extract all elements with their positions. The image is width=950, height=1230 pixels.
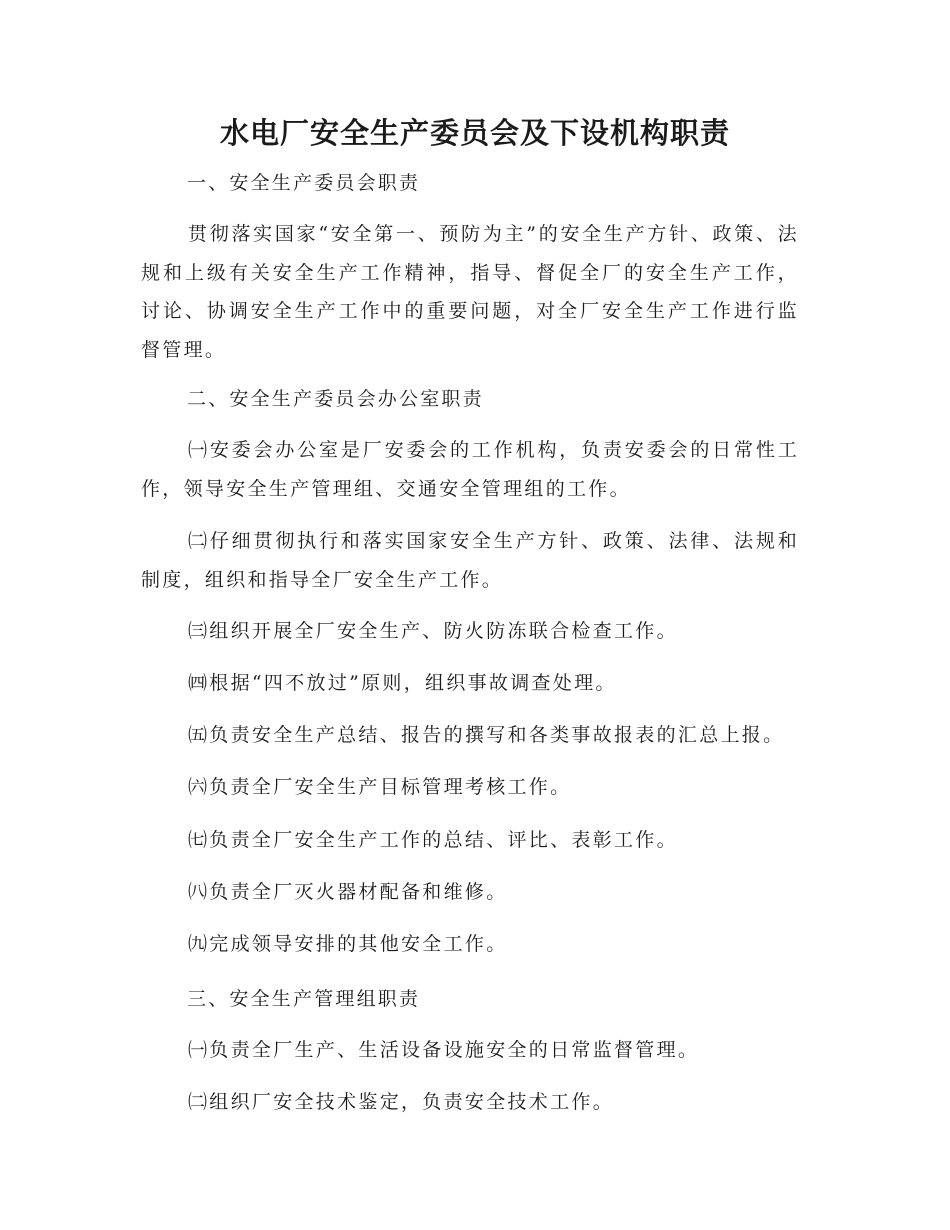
- office-item-7: ㈦负责全厂安全生产工作的总结、评比、表彰工作。: [188, 829, 678, 851]
- management-item-1: ㈠负责全厂生产、生活设备设施安全的日常监督管理。: [188, 1039, 700, 1061]
- office-item-8: ㈧负责全厂灭火器材配备和维修。: [188, 881, 508, 903]
- office-item-5: ㈤负责安全生产总结、报告的撰写和各类事故报表的汇总上报。: [188, 724, 785, 746]
- office-item-4: ㈣根据“四不放过”原则，组织事故调查处理。: [188, 672, 617, 694]
- office-item-6: ㈥负责全厂安全生产目标管理考核工作。: [188, 776, 572, 798]
- section-heading-3: 三、安全生产管理组职责: [187, 988, 421, 1010]
- section-heading-2: 二、安全生产委员会办公室职责: [187, 388, 484, 410]
- document-title: 水电厂安全生产委员会及下设机构职责: [219, 116, 730, 150]
- paragraph-committee-duties: 贯彻落实国家“安全第一、预防为主”的安全生产方针、政策、法规和上级有关安全生产工作精神，指导、督促全厂的安全生产工作，讨论、协调安全生产工作中的重要问题，对全厂安全生产工作进行监督管理。: [141, 223, 799, 361]
- office-item-9: ㈨完成领导安排的其他安全工作。: [188, 933, 508, 955]
- section-heading-1: 一、安全生产委员会职责: [187, 172, 421, 194]
- management-item-2: ㈡组织厂安全技术鉴定，负责安全技术工作。: [188, 1091, 615, 1113]
- office-item-3: ㈢组织开展全厂安全生产、防火防冻联合检查工作。: [188, 620, 678, 642]
- office-item-2: ㈡仔细贯彻执行和落实国家安全生产方针、政策、法律、法规和制度，组织和指导全厂安全生产工作。: [141, 530, 799, 591]
- office-item-1: ㈠安委会办公室是厂安委会的工作机构，负责安委会的日常性工作，领导安全生产管理组、交通安全管理组的工作。: [141, 439, 799, 500]
